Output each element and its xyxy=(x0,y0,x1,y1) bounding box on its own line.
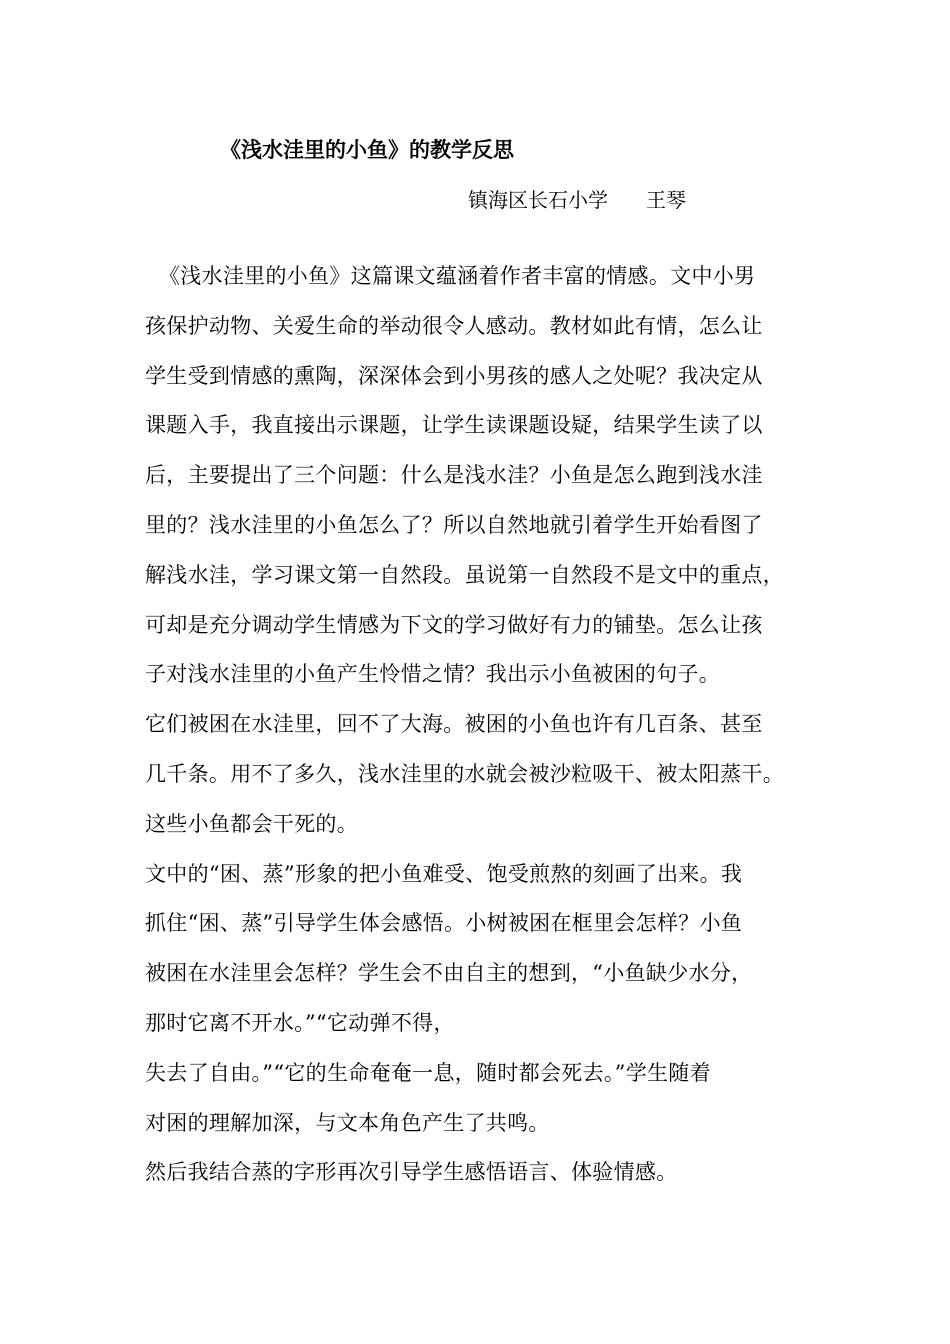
body-text xyxy=(145,256,825,1202)
text-line: 学生受到情感的熏陶，深深体会到小男孩的感人之处呢？我决定从 xyxy=(145,363,763,388)
author-school: 镇海区长石小学 xyxy=(468,188,608,212)
text-line: 可却是充分调动学生情感为下文的学习做好有力的铺垫。怎么让孩 xyxy=(145,612,763,637)
text-line: 它们被困在水洼里，回不了大海。被困的小鱼也许有几百条、甚至 xyxy=(145,712,763,737)
text-line: 对困的理解加深，与文本角色产生了共鸣。 xyxy=(145,1110,550,1135)
text-line: 文中的“困、蒸”形象的把小鱼难受、饱受煎熬的刻画了出来。我 xyxy=(145,861,743,886)
text-line: 里的？浅水洼里的小鱼怎么了？所以自然地就引着学生开始看图了 xyxy=(145,512,763,537)
text-line: 然后我结合蒸的字形再次引导学生感悟语言、体验情感。 xyxy=(145,1160,678,1185)
text-line: 被困在水洼里会怎样？学生会不由自主的想到，“小鱼缺少水分， xyxy=(145,961,753,986)
text-line: 那时它离不开水。”“它动弹不得， xyxy=(145,1010,455,1035)
text-line: 这些小鱼都会干死的。 xyxy=(145,811,358,836)
text-line: 解浅水洼，学习课文第一自然段。虽说第一自然段不是文中的重点， xyxy=(145,562,784,587)
text-line: 子对浅水洼里的小鱼产生怜惜之情？我出示小鱼被困的句子。 xyxy=(145,662,721,687)
text-line: 课题入手，我直接出示课题，让学生读课题设疑，结果学生读了以 xyxy=(145,413,763,438)
document-title: 《浅水洼里的小鱼》的教学反思 xyxy=(220,137,514,162)
text-line: 孩保护动物、关爱生命的举动很令人感动。教材如此有情，怎么让 xyxy=(145,313,763,338)
text-line: 失去了自由。”“它的生命奄奄一息，随时都会死去。”学生随着 xyxy=(145,1060,711,1085)
text-line: 抓住“困、蒸”引导学生体会感悟。小树被困在框里会怎样？小鱼 xyxy=(145,911,743,936)
text-line: 《浅水洼里的小鱼》这篇课文蕴涵着作者丰富的情感。文中小男 xyxy=(145,264,756,288)
author-line xyxy=(468,184,686,216)
text-line: 后，主要提出了三个问题：什么是浅水洼？小鱼是怎么跑到浅水洼 xyxy=(145,463,763,488)
author-name: 王琴 xyxy=(646,188,686,212)
text-line: 几千条。用不了多久，浅水洼里的水就会被沙粒吸干、被太阳蒸干。 xyxy=(145,761,784,786)
